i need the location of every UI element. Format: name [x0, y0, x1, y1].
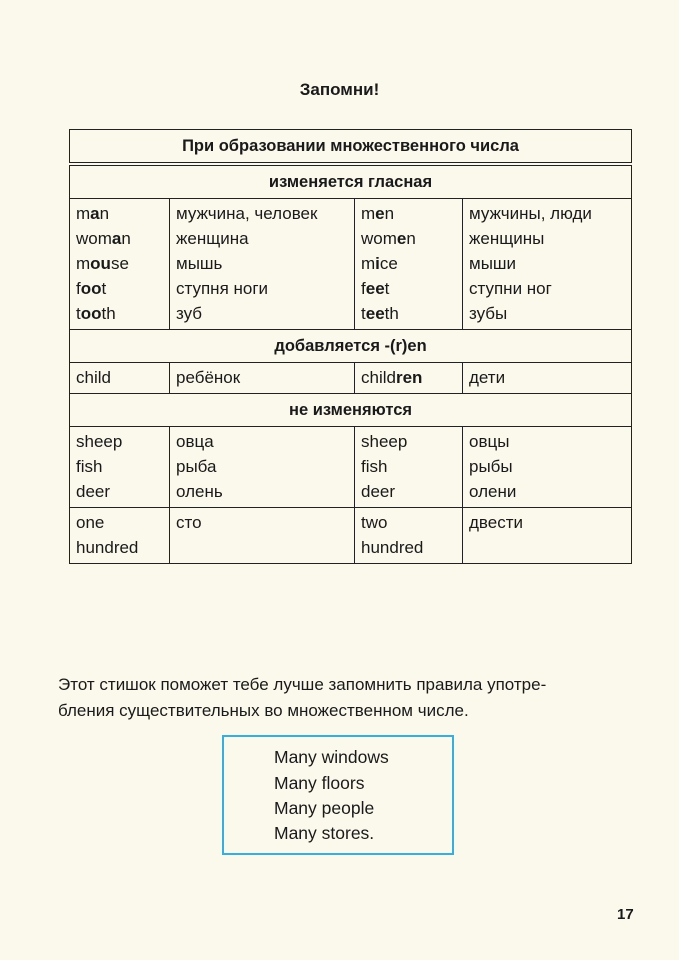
- singular-words: [70, 199, 170, 330]
- intro-line: Этот стишок поможет тебе лучше запомнить правила употре-: [58, 675, 547, 694]
- vowel-rows: [70, 199, 632, 330]
- poem-intro: [58, 672, 638, 724]
- singular-words: sheep fish deer: [70, 427, 170, 508]
- table-header: При образовании множественного числа: [70, 130, 632, 165]
- plural-translation: двести: [463, 508, 632, 564]
- poem-box: [222, 735, 454, 855]
- singular-translations: овца рыба олень: [170, 427, 355, 508]
- intro-line: бления существительных во множественном числе.: [58, 701, 469, 720]
- poem-line: Many people: [274, 798, 375, 818]
- plural-words: [355, 199, 463, 330]
- poem-line: Many windows: [274, 747, 389, 767]
- plural-translations: мужчины, люди женщины мыши ступни ног зубы: [463, 199, 632, 330]
- poem-line: Many floors: [274, 773, 365, 793]
- plural-translation: дети: [463, 363, 632, 394]
- word: man: [76, 204, 110, 223]
- number-rows: [70, 508, 632, 564]
- singular-translations: мужчина, человек женщина мышь ступня ноги зуб: [170, 199, 355, 330]
- plural-words: two hundred: [355, 508, 463, 564]
- singular-translation: ребёнок: [170, 363, 355, 394]
- word: mouse: [76, 254, 129, 273]
- singular-word: child: [70, 363, 170, 394]
- section-same-title: не изменяются: [70, 394, 632, 427]
- word: foot: [76, 279, 107, 298]
- word: women: [361, 229, 416, 248]
- plural-rules-table: [69, 129, 632, 564]
- page-title: Запомни!: [299, 80, 380, 99]
- word: teeth: [361, 304, 399, 323]
- word: feet: [361, 279, 390, 298]
- singular-translation: сто: [170, 508, 355, 564]
- word: men: [361, 204, 395, 223]
- page-number: 17: [617, 906, 634, 923]
- section-ren-title: добавляется -(r)en: [70, 330, 632, 363]
- section-vowel-title: изменяется гласная: [70, 164, 632, 199]
- word: woman: [76, 229, 131, 248]
- word: mice: [361, 254, 398, 273]
- singular-words: one hundred: [70, 508, 170, 564]
- same-rows: [70, 427, 632, 508]
- plural-word: children: [355, 363, 463, 394]
- plural-translations: овцы рыбы олени: [463, 427, 632, 508]
- ren-row: [70, 363, 632, 394]
- plural-words: sheep fish deer: [355, 427, 463, 508]
- word: tooth: [76, 304, 116, 323]
- poem-line: Many stores.: [274, 823, 375, 843]
